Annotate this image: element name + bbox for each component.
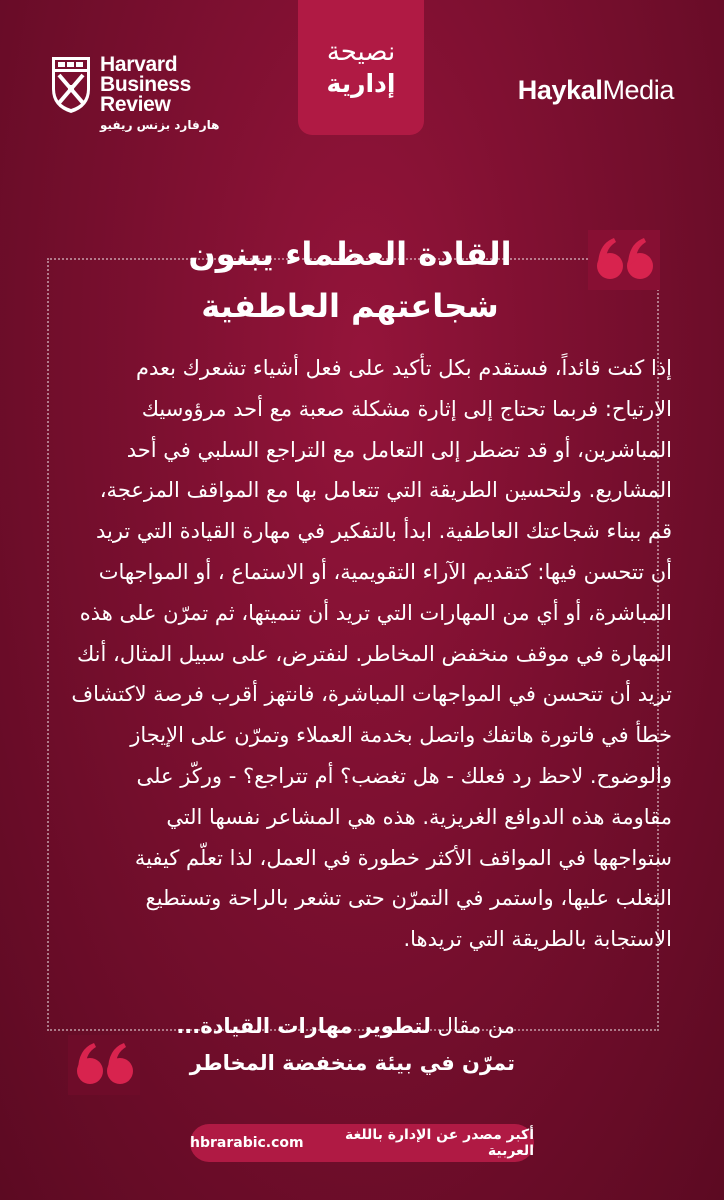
- hbr-name-line1: Harvard: [100, 53, 178, 76]
- hbr-shield-icon: [50, 55, 92, 115]
- haykal-logo-part2: Media: [602, 75, 674, 105]
- card-title-line1: القادة العظماء يبنون: [188, 235, 512, 273]
- footer-tagline: أكبر مصدر عن الإدارة باللغة العربية: [344, 1127, 534, 1159]
- source-prefix: من مقال: [437, 1014, 515, 1038]
- card-title: [150, 228, 550, 332]
- category-tab-line2: إدارية: [326, 68, 396, 98]
- card-title-line2: شجاعتهم العاطفية: [201, 287, 499, 325]
- source-title-1: لتطوير مهارات القيادة...: [176, 1014, 431, 1038]
- haykal-logo-part1: Haykal: [517, 75, 603, 105]
- quote-close-icon: [68, 1035, 140, 1095]
- footer-pill: [190, 1124, 534, 1162]
- source-title-2: تمرّن في بيئة منخفضة المخاطر: [189, 1051, 515, 1075]
- hbr-name-line2: Business: [100, 73, 191, 96]
- category-tab: [298, 0, 424, 135]
- footer-url[interactable]: hbrarabic.com: [190, 1135, 304, 1151]
- category-tab-line1: نصيحة: [326, 36, 396, 67]
- quote-open-icon: [588, 230, 660, 290]
- card-body: إذا كنت قائداً، فستقدم بكل تأكيد على فعل أشياء تشعرك بعدم الارتياح: فربما تحتاج إلى إثارة مشكلة صعبة مع أحد مرؤوسيك المباشرين، أو قد تضطر إلى التعامل مع التراجع السلبي في أحد المشاريع. ولتحسين الطريقة التي تتعامل بها مع المواقف المزعجة، قم ببناء شجاعتك العاطفية. ابدأ بالتفكير في مهارة القيادة التي تريد أن تتحسن فيها: كتقديم الآراء التقويمية، أو الاستماع ، أو المواجهات المباشرة، أو أي من المهارات التي تريد أن تنميتها، ثم تمرّن على هذه المهارة في موقف منخفض المخاطر. لنفترض، على سبيل المثال، أنك تريد أن تتحسن في المواجهات المباشرة، فانتهز أقرب فرصة لاكتشاف خطأ في فاتورة هاتفك واتصل بخدمة العملاء وتمرّن على الإيجاز والوضوح. لاحظ رد فعلك - هل تغضب؟ أم تتراجع؟ - وركّز على مقاومة هذه الدوافع الغريزية. هذه هي المشاعر نفسها التي ستواجهها في المواقف الأكثر خطورة في العمل، لذا تعلّم كيفية التغلب عليها، واستمر في التمرّن حتى تشعر بالراحة وتستطيع الاستجابة بالطريقة التي تريدها.: [71, 356, 672, 952]
- hbr-name-line3: Review: [100, 93, 171, 116]
- hbr-arabic-name: هارفارد بزنس ريفيو: [100, 118, 220, 132]
- haykal-media-logo: [518, 75, 674, 106]
- hbr-logo: [50, 55, 219, 132]
- article-source: [170, 1008, 515, 1082]
